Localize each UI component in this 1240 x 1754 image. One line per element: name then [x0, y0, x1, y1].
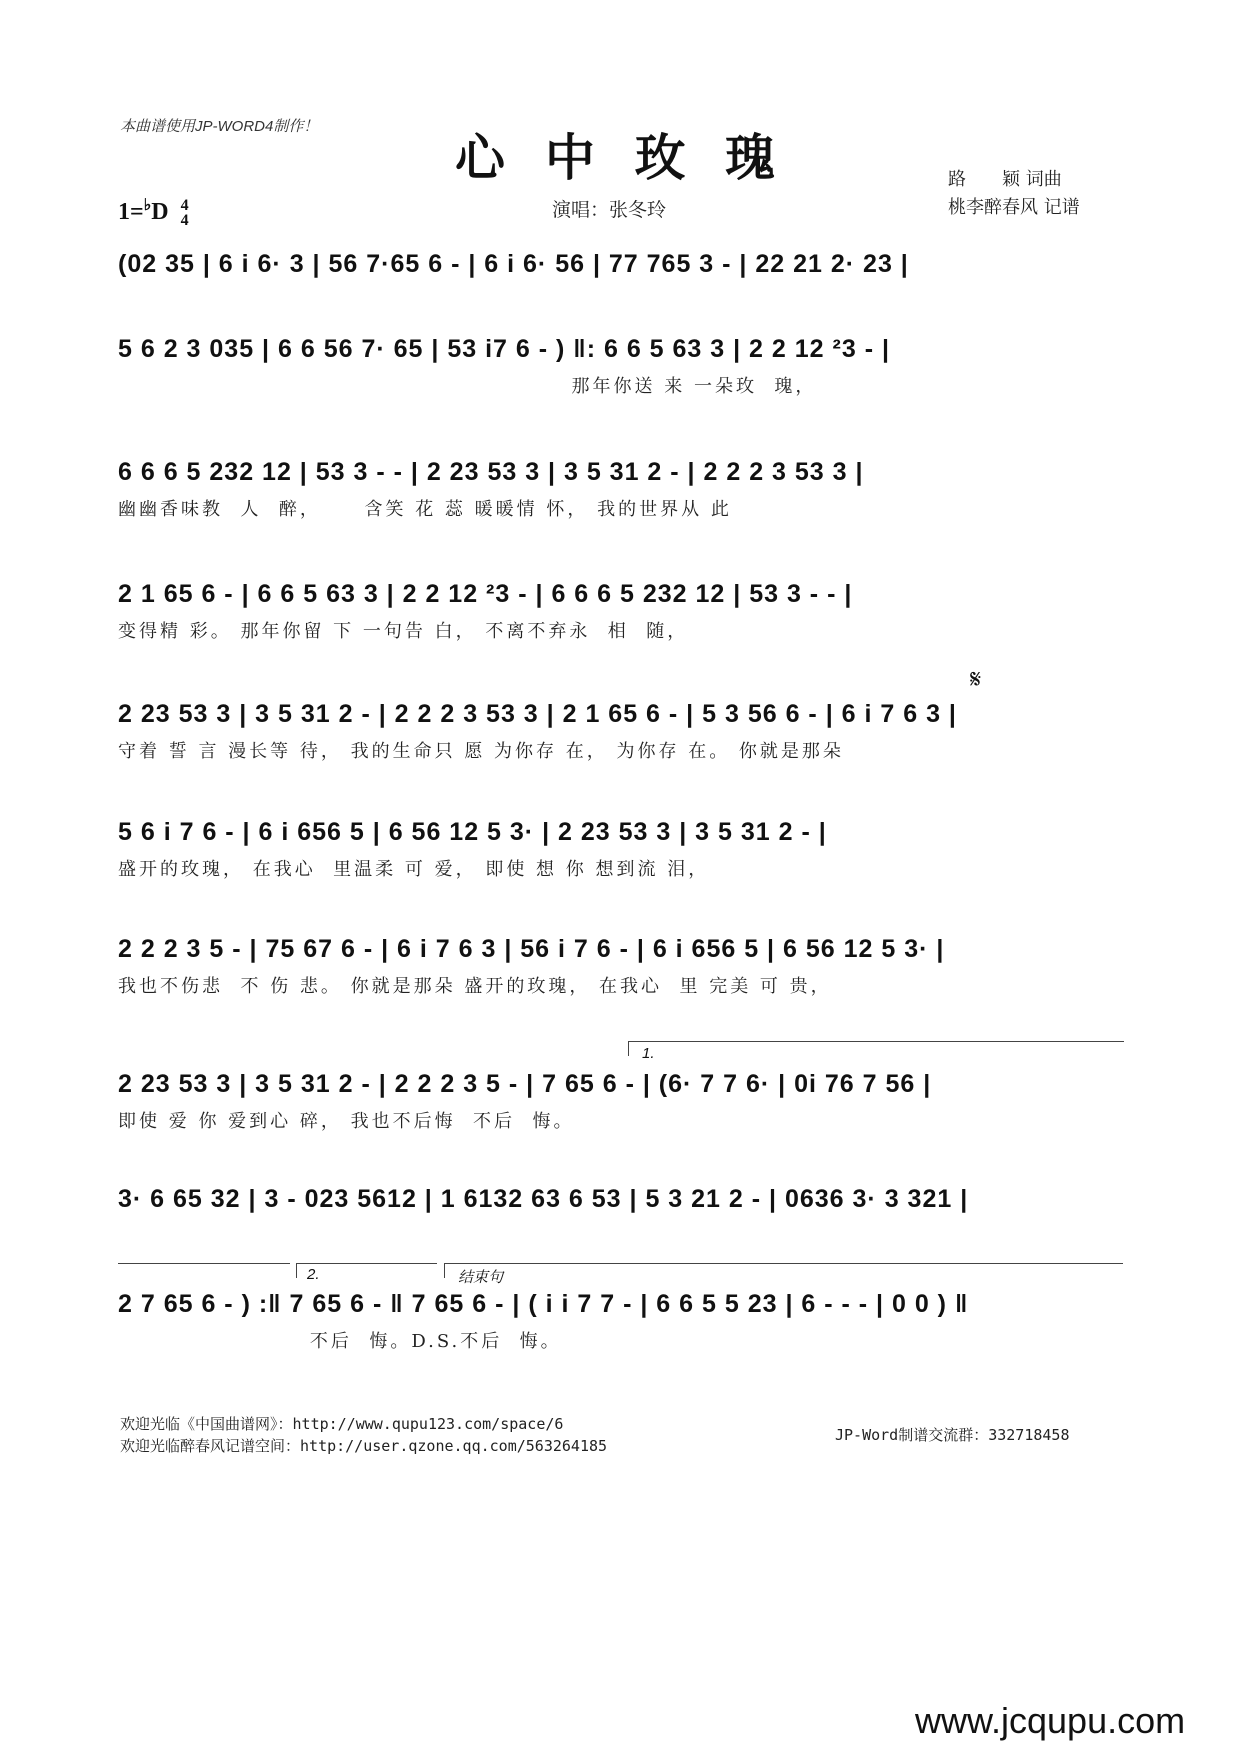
credit-note: 本曲谱使用JP-WORD4制作！ [120, 118, 319, 135]
lyrics: 盛开的玫瑰， 在我心 里温柔 可 爱， 即使 想 你 想到流 泪， [118, 859, 710, 880]
flat-icon: ♭ [143, 197, 152, 214]
time-signature [181, 198, 189, 228]
score-line-5 [118, 700, 1124, 763]
footer-link-qupu[interactable]: 欢迎光临《中国曲谱网》：http://www.qupu123.com/space/6 [120, 1415, 564, 1433]
song-title: 心中玫瑰 [455, 128, 815, 187]
segno-icon: 𝄋 [970, 665, 982, 695]
footer-group: JP-Word制谱交流群：332718458 [835, 1426, 1070, 1444]
singer: 演唱：张冬玲 [552, 199, 667, 221]
lyrics: 即使 爱 你 爱到心 碎， 我也不后悔 不后 悔。 [118, 1111, 575, 1132]
lyrics: 我也不伤悲 不 伤 悲。 你就是那朵 盛开的玫瑰， 在我心 里 完美 可 贵， [118, 976, 832, 997]
lyrics: 变得精 彩。 那年你留 下 一句告 白， 不离不弃永 相 随， [118, 621, 689, 642]
notes: 3· 6 65 32 | 3 - 023 5612 | 1 6132 63 6 53 | 5 3 21 2 - | 0636 3· 3 321 | [118, 1185, 969, 1213]
notes: 5 6 2 3 035 | 6 6 56 7· 65 | 53 i7 6 - ) ‖: 6 6 5 63 3 | 2 2 12 ²3 - | [118, 335, 890, 363]
footer-link-qzone[interactable]: 欢迎光临醉春风记谱空间：http://user.qzone.qq.com/563264185 [120, 1437, 608, 1455]
ending-label: 结束句 [458, 1269, 504, 1286]
lyricist-composer: 路 颖 词曲 [948, 169, 1062, 190]
key-signature [118, 195, 189, 228]
footer-links [120, 1413, 607, 1457]
lyrics: 不后 悔。D.S.不后 悔。 [118, 1331, 562, 1352]
key-prefix: 1= [118, 199, 144, 225]
score-line-6 [118, 818, 1124, 881]
key-note: D [151, 199, 169, 225]
notes: 2 23 53 3 | 3 5 31 2 - | 2 2 2 3 53 3 | 2 1 65 6 - | 5 3 56 6 - | 6 i 7 6 3 | [118, 700, 957, 728]
notes: (02 35 | 6 i 6· 3 | 56 7·65 6 - | 6 i 6· 56 | 77 765 3 - | 22 21 2· 23 | [118, 250, 909, 278]
time-bottom: 4 [180, 212, 189, 230]
repeat-bracket [118, 1263, 290, 1278]
notes: 2 1 65 6 - | 6 6 5 63 3 | 2 2 12 ²3 - | 6 6 6 5 232 12 | 53 3 - - | [118, 580, 853, 608]
score-line-4 [118, 580, 1124, 643]
score-line-10 [118, 1290, 1124, 1353]
lyrics: 幽幽香味教 人 醉， 含笑 花 蕊 暖暖情 怀， 我的世界从 此 [118, 499, 732, 520]
notes: 2 23 53 3 | 3 5 31 2 - | 2 2 2 3 5 - | 7 65 6 - | (6· 7 7 6· | 0i 76 7 56 | [118, 1070, 932, 1098]
site-watermark: www.jcqupu.com [915, 1700, 1186, 1741]
volta-1-bracket [628, 1041, 1124, 1056]
volta-2-label: 2. [307, 1266, 320, 1283]
score-line-9 [118, 1185, 1124, 1214]
score-line-2 [118, 335, 1124, 398]
notes: 6 6 6 5 232 12 | 53 3 - - | 2 23 53 3 | 3 5 31 2 - | 2 2 2 3 53 3 | [118, 458, 864, 486]
lyrics: 那年你送 来 一朵玫 瑰， [118, 376, 817, 397]
authors [948, 166, 1080, 222]
score-line-8 [118, 1070, 1124, 1133]
notes: 2 2 2 3 5 - | 75 67 6 - | 6 i 7 6 3 | 56 i 7 6 - | 6 i 656 5 | 6 56 12 5 3· | [118, 935, 945, 963]
score-line-7 [118, 935, 1124, 998]
score-line-3 [118, 458, 1124, 521]
score-line-1 [118, 250, 1124, 279]
volta-1-label: 1. [642, 1045, 655, 1062]
lyrics: 守着 誓 言 漫长等 待， 我的生命只 愿 为你存 在， 为你存 在。 你就是那朵 [118, 741, 844, 762]
notes: 5 6 i 7 6 - | 6 i 656 5 | 6 56 12 5 3· | 2 23 53 3 | 3 5 31 2 - | [118, 818, 827, 846]
time-top: 4 [180, 197, 189, 215]
ending-bracket [444, 1263, 1123, 1278]
notes: 2 7 65 6 - ) :‖ 7 65 6 - ‖ 7 65 6 - | ( i i 7 7 - | 6 6 5 5 23 | 6 - - - | 0 0 ) ‖ [118, 1290, 969, 1318]
transcriber: 桃李醉春风 记谱 [948, 197, 1080, 218]
